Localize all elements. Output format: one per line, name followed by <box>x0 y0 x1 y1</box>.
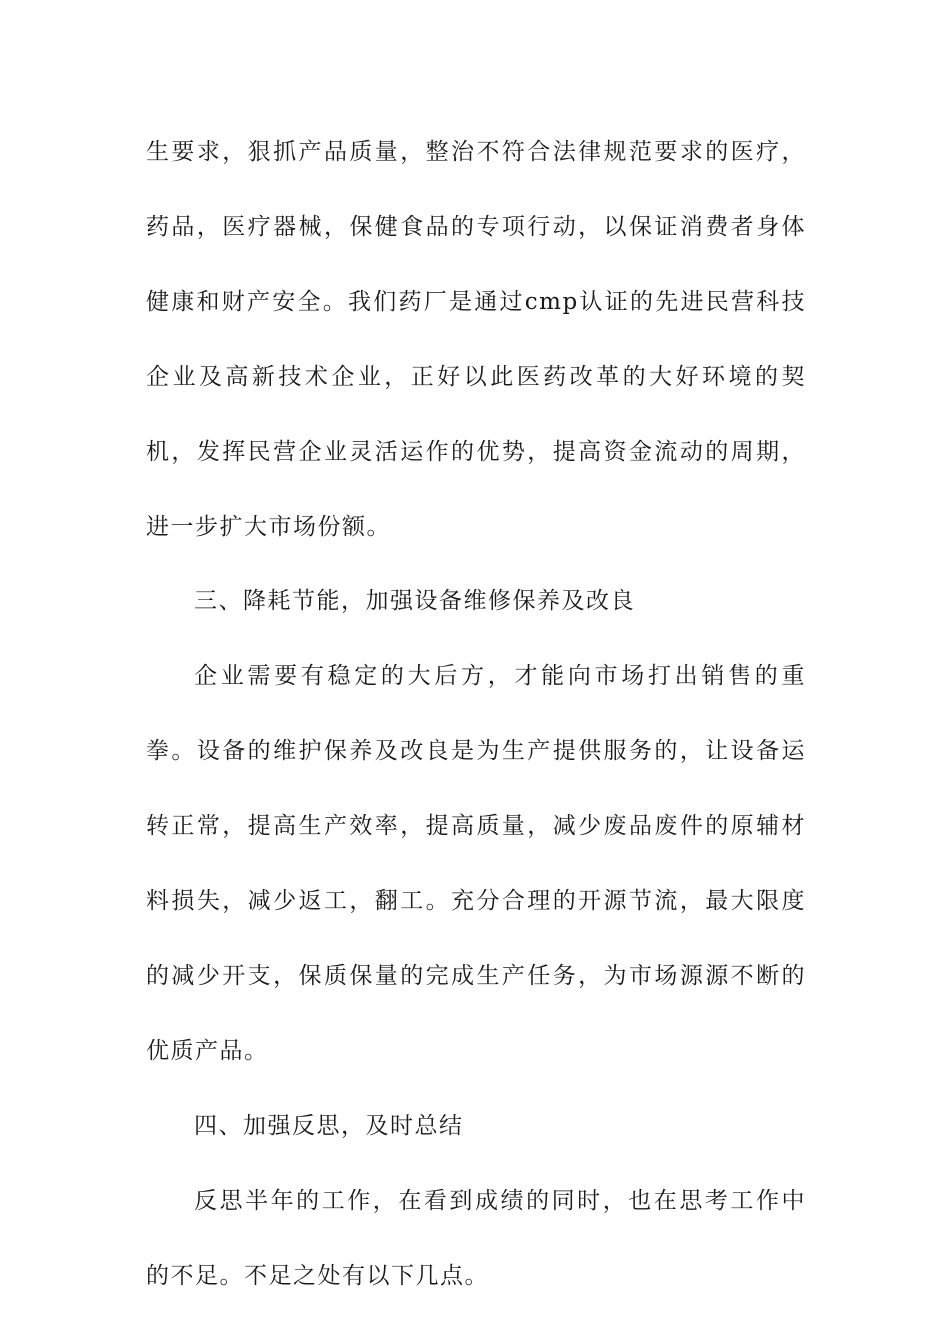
section-heading-3: 三、降耗节能，加强设备维修保养及改良 <box>194 588 635 615</box>
document-body <box>146 115 806 1314</box>
body-paragraph-reflection: 反思半年的工作，在看到成绩的同时，也在思考工作中的不足。不足之处有以下几点。 <box>146 1187 806 1289</box>
section-heading-4: 四、加强反思，及时总结 <box>194 1112 464 1139</box>
body-paragraph-continued: 生要求，狠抓产品质量，整治不符合法律规范要求的医疗，药品，医疗器械，保健食品的专项行动，以保证消费者身体健康和财产安全。我们药厂是通过cmp认证的先进民营科技企业及高新技术企业，正好以此医药改革的大好环境的契机，发挥民营企业灵活运作的优势，提高资金流动的周期，进一步扩大市场份额。 <box>146 139 806 540</box>
body-paragraph-equipment: 企业需要有稳定的大后方，才能向市场打出销售的重拳。设备的维护保养及改良是为生产提供服务的，让设备运转正常，提高生产效率，提高质量，减少废品废件的原辅材料损失，减少返工，翻工。充分合理的开源节流，最大限度的减少开支，保质保量的完成生产任务，为市场源源不断的优质产品。 <box>146 663 806 1064</box>
